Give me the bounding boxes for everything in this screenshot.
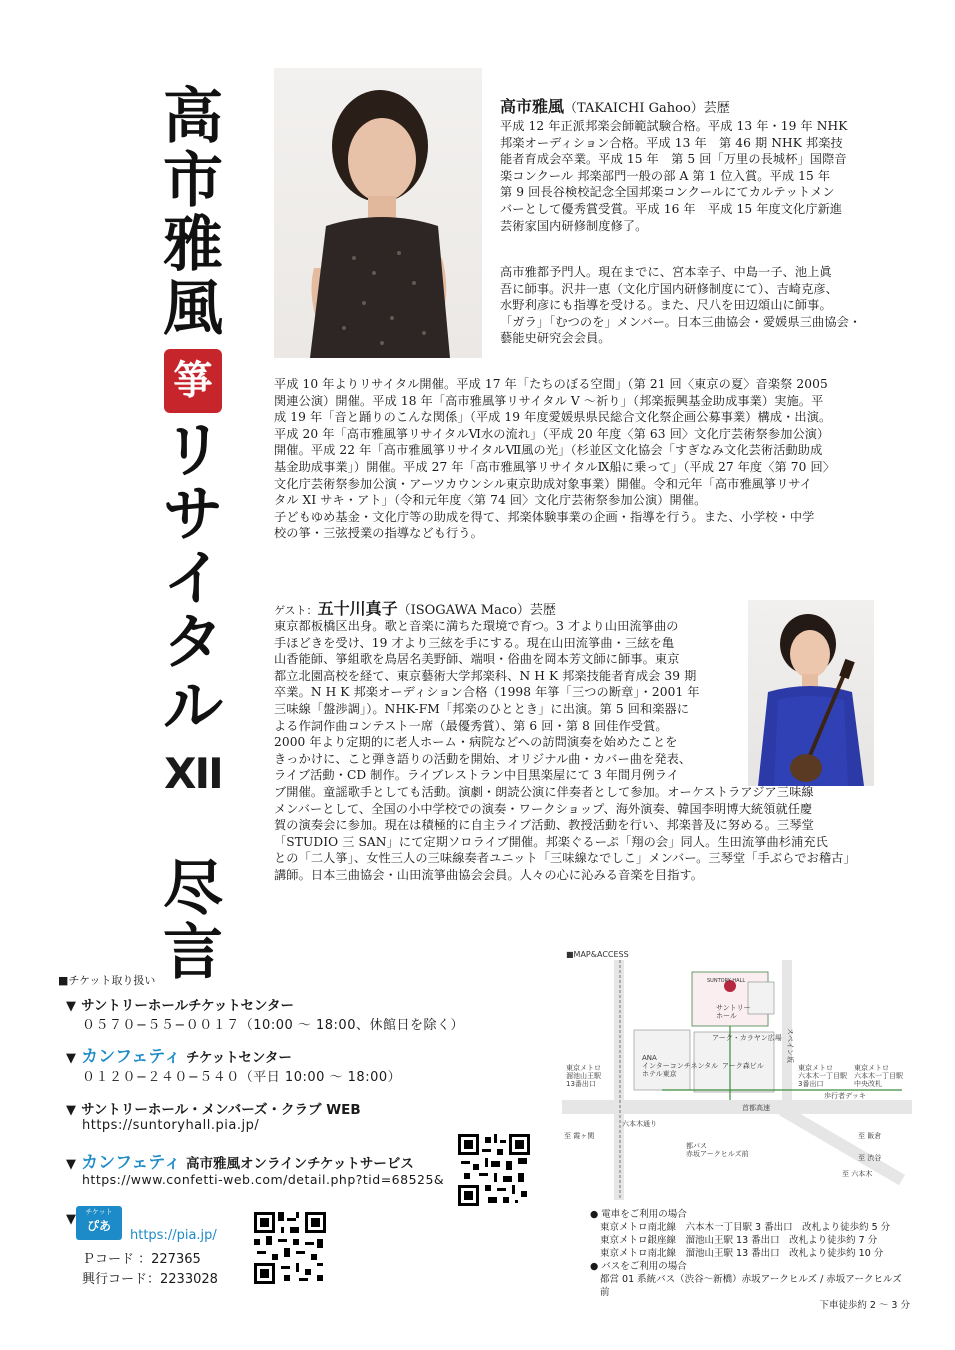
text-line: 講師。日本三曲協会・山田流箏曲協会会員。人々の心に沁みる音楽を目指す。 (274, 867, 704, 882)
text-line: 水野利彦にも指導を受ける。また、尺八を田辺頌山に師事。 (500, 298, 832, 313)
text-line: バーとして優秀賞受賞。平成 16 年 平成 15 年度文化庁新進 (500, 201, 843, 216)
pia-kogyo-code: 興行コード：2233028 (82, 1272, 218, 1287)
text-line: との「二人箏」、女性三人の三味線奏者ユニット「三味線なでしこ」メンバー。三琴堂「手ぶらでお稽古」 (274, 851, 856, 866)
text-line: ブ開催。童謡歌手としても活動。演劇・朗読公演に伴奏者として参加。オーケストラアジア三味線 (274, 785, 814, 799)
text-line: 文化庁芸術祭参加公演・アーツカウンシル東京助成対象事業）開催。令和元年「高市雅風箏リサイ (274, 476, 813, 491)
text-line: 芸術家国内研修制度修了。 (500, 218, 648, 233)
title-char: サ (163, 480, 223, 550)
takaichi-name: 高市雅風 (500, 97, 565, 116)
members-club-label: サントリーホール・メンバーズ・クラブ WEB (81, 1102, 361, 1118)
confetti-online (66, 1148, 414, 1173)
title-char: リ (163, 416, 223, 486)
isogawa-bio-narrow (274, 618, 744, 784)
triangle-icon: ▼ (66, 1157, 76, 1172)
map-label-road2: 首都高速 (742, 1104, 770, 1112)
text-line: 賀の演奏会に参加。現在は積極的に自主ライブ活動、教授活動を行い、邦楽普及に努める。三琴堂 (274, 818, 814, 833)
suntory-center-phone: ０５７０−５５−００１７（10:00 〜 18:00、休館日を除く） (82, 1018, 464, 1033)
text-line: 開催。平成 22 年「高市雅風箏リサイタルⅦ風の光」（杉並区文化協会「すぎなみ文化芸術活動助成 (274, 443, 823, 458)
map-label-station-r1: 東京メトロ六本木一丁目駅 3番出口 (798, 1064, 847, 1088)
suntory-ticket-center (66, 994, 294, 1014)
text-line: よる作詞作曲コンテスト一席（最優秀賞）、第 6 回・第 8 回佳作受賞。 (274, 718, 668, 733)
text-line: 関連公演）開催。平成 18 年「高市雅風箏リサイタル V 〜祈り」（邦楽振興基金助成事業）実施。平 (274, 393, 824, 408)
title-char: イ (163, 544, 223, 614)
confetti-logo: カンフェティ (81, 1047, 181, 1067)
text-line: 藝能史研究会会員。 (500, 331, 611, 346)
text-line: 吾に師事。沢井一恵（文化庁国内研修制度にて）、吉崎克彦、 (500, 281, 838, 296)
text-line: 平成 12 年正派邦楽会師範試験合格。平成 13 年・19 年 NHK (500, 119, 848, 133)
members-club-url[interactable]: https://suntoryhall.pia.jp/ (82, 1118, 260, 1133)
title-char: タ (163, 608, 223, 678)
title-char: ル (163, 672, 223, 742)
confetti-center-label: チケットセンター (185, 1050, 292, 1066)
confetti-center-phone: ０１２０−２４０−５４０（平日 10:00 〜 18:00） (82, 1070, 402, 1085)
map-label-bus: 都バス赤坂アークヒルズ前 (686, 1142, 749, 1158)
pia-pcode: Ｐコード ：227365 (82, 1252, 201, 1267)
map-label-iikura: 至 飯倉 (858, 1132, 882, 1140)
pia-logo (76, 1206, 122, 1240)
train-line: 東京メトロ銀座線 溜池山王駅 13 番出口 改札より徒歩約 7 分 (600, 1235, 878, 1246)
text-line: 邦楽オーディション合格。平成 13 年 第 46 期 NHK 邦楽技 (500, 135, 843, 150)
takaichi-bio-1 (500, 118, 900, 234)
confetti-logo: カンフェティ (81, 1153, 181, 1173)
title-char: 市 (163, 146, 223, 216)
text-line: 「ガラ」「むつのを」メンバー。日本三曲協会・愛媛県三曲協会・ (500, 314, 862, 329)
recital-number: XII (164, 749, 222, 798)
map-label-ana: ANA インターコンチネンタルホテル東京 (642, 1054, 719, 1078)
text-line: 楽コンクール 邦楽部門一般の部 A 第 1 位入賞。平成 15 年 (500, 168, 831, 183)
bus-line: 都営 01 系統バス（渋谷〜新橋）赤坂アークヒルズ / 赤坂アークヒルズ前 (600, 1274, 902, 1298)
pia-section (66, 1208, 76, 1227)
isogawa-bio-wide (274, 784, 902, 884)
text-line: 東京都板橋区出身。歌と音楽に満ちた環境で育つ。3 才より山田流箏曲の (274, 619, 679, 633)
map-label-hall: サントリーホール (716, 1004, 751, 1020)
map-label-roppongi: 至 六本木 (842, 1170, 873, 1178)
text-line: きっかけに、こと弾き語りの活動を開始、オリジナル曲・カバー曲を発表、 (274, 751, 692, 766)
triangle-icon: ▼ (66, 999, 76, 1014)
text-line: 高市雅都予門人。現在までに、宮本幸子、中島一子、池上眞 (500, 265, 832, 279)
takaichi-heading (500, 94, 730, 117)
subtitle-char: 言 (163, 918, 223, 988)
recital-subtitle (148, 854, 238, 988)
text-line: 「STUDIO 三 SAN」にて定期ソロライブ開催。邦楽ぐるーぷ「翔の会」同人。生田流箏曲杉浦充氏 (274, 834, 828, 849)
map-label-station-r2: 東京メトロ六本木一丁目駅中央改札 (854, 1064, 903, 1088)
text-line: 2000 年より定期的に老人ホーム・病院などへの訪問演奏を始めたことを (274, 735, 678, 750)
confetti-qr-code[interactable] (458, 1134, 530, 1206)
train-heading: ● 電車をご利用の場合 (590, 1209, 687, 1220)
map-heading: ■MAP&ACCESS (566, 950, 629, 959)
text-line: メンバーとして、全国の小中学校での演奏・ワークショップ、海外演奏、韓国李明博大統領就任慶 (274, 801, 813, 816)
train-line: 東京メトロ南北線 六本木一丁目駅 3 番出口 改札より徒歩約 5 分 (600, 1222, 891, 1233)
map-label-shibuya: 至 渋谷 (858, 1154, 882, 1162)
pia-logo-bottom: ぴあ (86, 1219, 111, 1233)
text-line: 能者育成会卒業。平成 15 年 第 5 回「万里の長城杯」国際音 (500, 152, 847, 167)
text-line: 成 19 年「音と踊りのこんな関係」（平成 19 年度愛媛県県民総合文化祭企画公募事業）構成・出演。 (274, 410, 832, 425)
isogawa-heading (274, 596, 556, 619)
takaichi-photo (274, 68, 482, 358)
suntory-center-label: サントリーホールチケットセンター (81, 998, 294, 1014)
map-label-ark-hills: アーク森ビル (722, 1062, 764, 1070)
triangle-icon: ▼ (66, 1103, 76, 1118)
title-char: 雅 (163, 210, 223, 280)
map-label-deck: 歩行者デッキ (824, 1092, 866, 1100)
text-line: 山香能師、箏組歌を鳥居名美野師、端唄・俗曲を岡本芳文師に師事。東京 (274, 652, 680, 667)
access-map (562, 960, 912, 1200)
map-label-ark-square: アーク・カラヤン広場 (712, 1034, 782, 1042)
confetti-ticket-center (66, 1042, 292, 1067)
isogawa-photo (748, 600, 874, 786)
text-line: 校の箏・三弦授業の指導なども行う。 (274, 526, 483, 541)
subtitle-char: 尽 (163, 854, 223, 924)
triangle-icon: ▼ (66, 1212, 76, 1227)
text-line: 都立北園高校を経て、東京藝術大学邦楽科、N H K 邦楽技能者育成会 39 期 (274, 668, 697, 683)
train-line: 東京メトロ南北線 溜池山王駅 13 番出口 改札より徒歩約 10 分 (600, 1248, 884, 1259)
confetti-online-label: 高市雅風オンラインチケットサービス (185, 1156, 414, 1172)
pia-url[interactable]: https://pia.jp/ (130, 1228, 217, 1243)
takaichi-bio-2 (500, 264, 900, 347)
takaichi-reading: （TAKAICHI Gahoo）芸歴 (564, 101, 730, 116)
text-line: 子どもゆめ基金・文化庁等の助成を得て、邦楽体験事業の企画・指導を行う。また、小学校・中学 (274, 509, 815, 524)
map-label-station-left: 東京メトロ溜池山王駅 13番出口 (566, 1064, 601, 1088)
text-line: 手ほどきを受け、19 才より三絃を手にする。現在山田流箏曲・三絃を亀 (274, 635, 675, 650)
text-line: 平成 10 年よりリサイタル開催。平成 17 年「たちのぼる空間」（第 21 回〈東京の夏〉音楽祭 2005 (274, 377, 828, 391)
triangle-icon: ▼ (66, 1051, 76, 1066)
bus-walk: 下車徒歩約 2 〜 3 分 (819, 1300, 910, 1311)
title-column (148, 82, 238, 988)
members-club (66, 1098, 361, 1118)
text-line: 三味線「盤渉調」）。NHK-FM「邦楽のひととき」に出演。第 5 回和楽器に (274, 701, 690, 716)
takaichi-bio-3 (274, 376, 902, 542)
ticket-heading: ■チケット取り扱い (58, 974, 156, 987)
title-char: 高 (163, 82, 223, 152)
text-line: 卒業。N H K 邦楽オーディション合格（1998 年箏「三つの断章」・2001 年 (274, 685, 700, 700)
map-label-kasumigaseki: 至 霞ヶ関 (564, 1132, 595, 1140)
access-info (590, 1208, 910, 1312)
text-line: 平成 20 年「高市雅風箏リサイタルⅥ水の流れ」（平成 20 年度〈第 63 回〉文化庁芸術祭参加公演） (274, 426, 830, 441)
map-label-hall-en: SUNTORY HALL (707, 978, 746, 984)
pia-logo-top: チケット (85, 1208, 113, 1216)
pia-qr-code[interactable] (254, 1212, 326, 1284)
text-line: タル XI サキ・アト」（令和元年度〈第 74 回〉文化庁芸術祭参加公演）開催。 (274, 493, 707, 508)
text-line: 第 9 回長谷検校記念全国邦楽コンクールにてカルテットメン (500, 185, 835, 200)
text-line: 基金助成事業」）開催。平成 27 年「高市雅風箏リサイタルⅨ船に乗って」（平成 27 年度〈第 70 回〉 (274, 459, 836, 474)
guest-label: ゲスト： (274, 604, 318, 617)
isogawa-reading: （ISOGAWA Maco）芸歴 (397, 603, 556, 618)
text-line: ライブ活動・CD 制作。ライブレストラン中目黒楽屋にて 3 年間月例ライ (274, 768, 680, 783)
map-label-spain: スペイン坂 (786, 1028, 794, 1063)
isogawa-name: 五十川真子 (317, 599, 398, 618)
bus-heading: ● バスをご利用の場合 (590, 1261, 687, 1272)
confetti-online-url[interactable]: https://www.confetti-web.com/detail.php?tid=68525& (82, 1172, 445, 1187)
map-label-road1: 六本木通り (622, 1120, 657, 1128)
koto-seal: 箏 (164, 349, 222, 413)
title-char: 風 (163, 274, 223, 344)
